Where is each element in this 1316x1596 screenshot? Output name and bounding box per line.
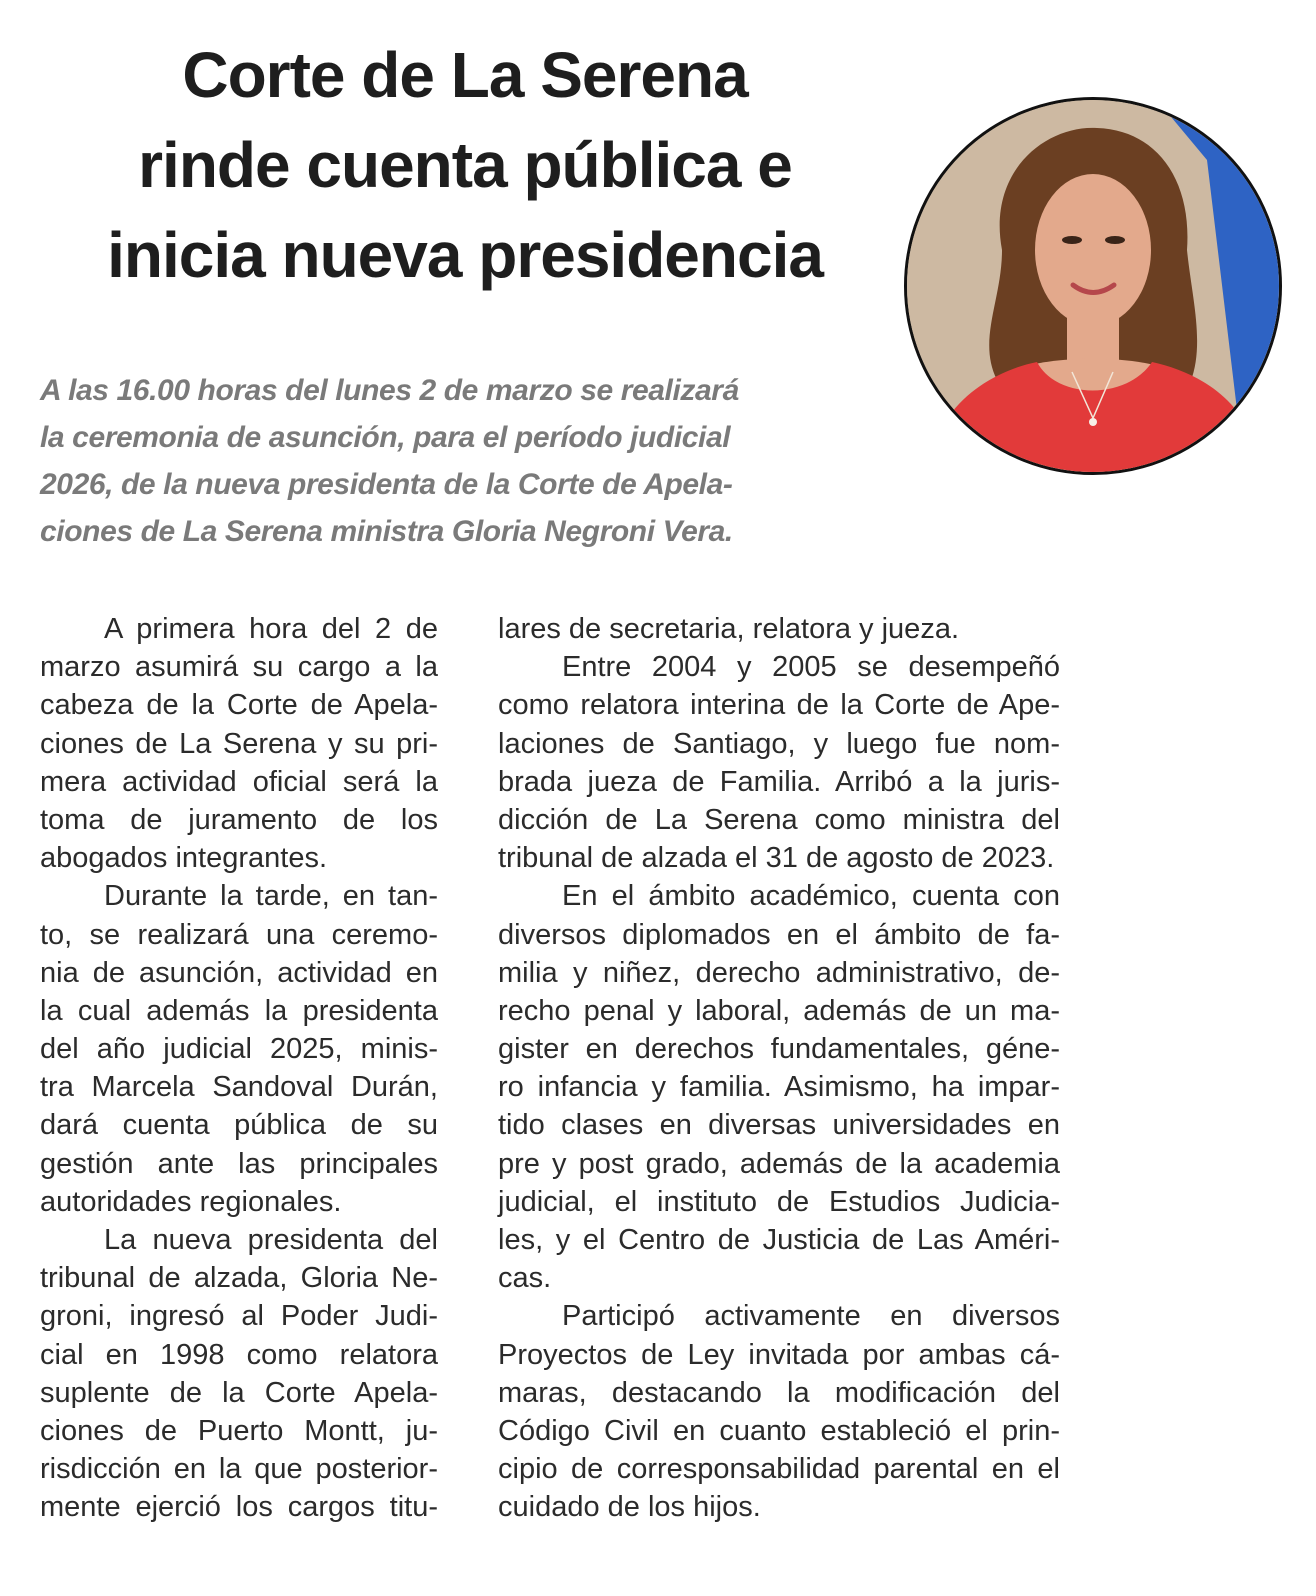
body-text-line: tribunal de alzada, Gloria Ne- [40, 1262, 438, 1295]
body-text-line: cial en 1998 como relatora [40, 1338, 438, 1371]
body-text-line: Durante la tarde, en tan- [104, 880, 438, 913]
body-text-line: to, se realizará una ceremo- [40, 918, 438, 951]
lede-line: A las 16.00 horas del lunes 2 de marzo se realizará [40, 374, 739, 407]
headline-line: inicia nueva presidencia [107, 219, 823, 291]
body-text-line: recho penal y laboral, además de un ma- [498, 994, 1060, 1027]
body-text-line: laciones de Santiago, y luego fue nom- [498, 727, 1060, 760]
body-text-line: mera actividad oficial será la [40, 765, 438, 798]
body-text-line: del año judicial 2025, minis- [40, 1033, 438, 1066]
lede-line: 2026, de la nueva presidenta de la Corte de Apela- [40, 468, 733, 501]
necklace-pendant [1089, 418, 1097, 426]
left-eye [1062, 236, 1082, 244]
body-text-line: La nueva presidenta del [104, 1224, 438, 1256]
body-text-line: Proyectos de Ley invitada por ambas cá- [498, 1338, 1060, 1371]
portrait-illustration [907, 100, 1279, 472]
body-text-line: cipio de corresponsabilidad parental en el [498, 1453, 1060, 1486]
article-headline [60, 30, 870, 300]
body-text-line: milia y niñez, derecho administrativo, de- [498, 956, 1060, 989]
body-text-line: como relatora interina de la Corte de Ape- [498, 689, 1060, 722]
body-text-line: tra Marcela Sandoval Durán, [40, 1071, 438, 1104]
body-text-line: gestión ante las principales [40, 1147, 438, 1180]
body-text-line: Código Civil en cuanto estableció el prin- [498, 1414, 1060, 1447]
right-eye [1105, 236, 1125, 244]
body-text-line: gister en derechos fundamentales, géne- [498, 1033, 1060, 1066]
body-text-line: Entre 2004 y 2005 se desempeñó [562, 651, 1060, 684]
body-text-line: risdicción en la que posterior- [40, 1453, 438, 1486]
body-text-line: maras, destacando la modificación del [498, 1376, 1060, 1409]
face-shape [1035, 174, 1151, 326]
body-text-line: autoridades regionales. [40, 1185, 342, 1218]
body-text-line: cas. [498, 1262, 552, 1295]
body-text-line: la cual además la presidenta [40, 994, 438, 1027]
body-text-line: Participó activamente en diversos [562, 1300, 1060, 1333]
body-text-line: cabeza de la Corte de Apela- [40, 689, 438, 722]
body-text-line: brada jueza de Familia. Arribó a la juris- [498, 765, 1060, 798]
body-text-line: tido clases en diversas universidades en [498, 1109, 1060, 1142]
article-lede [40, 367, 810, 555]
body-column-left [40, 610, 438, 1527]
body-text-line: nia de asunción, actividad en [40, 956, 438, 989]
body-text-line: lares de secretaria, relatora y jueza. [498, 613, 959, 645]
body-text-line: suplente de la Corte Apela- [40, 1376, 438, 1409]
lede-line: ciones de La Serena ministra Gloria Negroni Vera. [40, 515, 733, 548]
body-text-line: groni, ingresó al Poder Judi- [40, 1300, 438, 1333]
body-column-right [498, 610, 1060, 1527]
body-text-line: ro infancia y familia. Asimismo, ha impar- [498, 1071, 1060, 1104]
body-text-line: tribunal de alzada el 31 de agosto de 2023. [498, 842, 1055, 875]
body-text-line: ciones de La Serena y su pri- [40, 727, 438, 760]
headline-line: Corte de La Serena [182, 39, 748, 111]
portrait-photo [904, 97, 1282, 475]
body-text-line: mente ejerció los cargos titu- [40, 1491, 438, 1524]
body-text-line: A primera hora del 2 de [104, 613, 438, 645]
body-text-line: judicial, el instituto de Estudios Judicia- [498, 1185, 1060, 1218]
body-text-line: dará cuenta pública de su [40, 1109, 438, 1142]
body-text-line: dicción de La Serena como ministra del [498, 803, 1060, 836]
body-text-line: pre y post grado, además de la academia [498, 1147, 1060, 1180]
body-text-line: cuidado de los hijos. [498, 1491, 761, 1524]
body-text-line: marzo asumirá su cargo a la [40, 651, 438, 684]
body-text-line: les, y el Centro de Justicia de Las Améri- [498, 1224, 1060, 1256]
headline-line: rinde cuenta pública e [138, 129, 792, 201]
body-text-line: abogados integrantes. [40, 842, 327, 875]
body-text-line: En el ámbito académico, cuenta con [562, 880, 1060, 913]
body-text-line: toma de juramento de los [40, 803, 438, 836]
body-text-line: ciones de Puerto Montt, ju- [40, 1414, 438, 1447]
body-text-line: diversos diplomados en el ámbito de fa- [498, 918, 1060, 951]
lede-line: la ceremonia de asunción, para el período judicial [40, 421, 731, 454]
